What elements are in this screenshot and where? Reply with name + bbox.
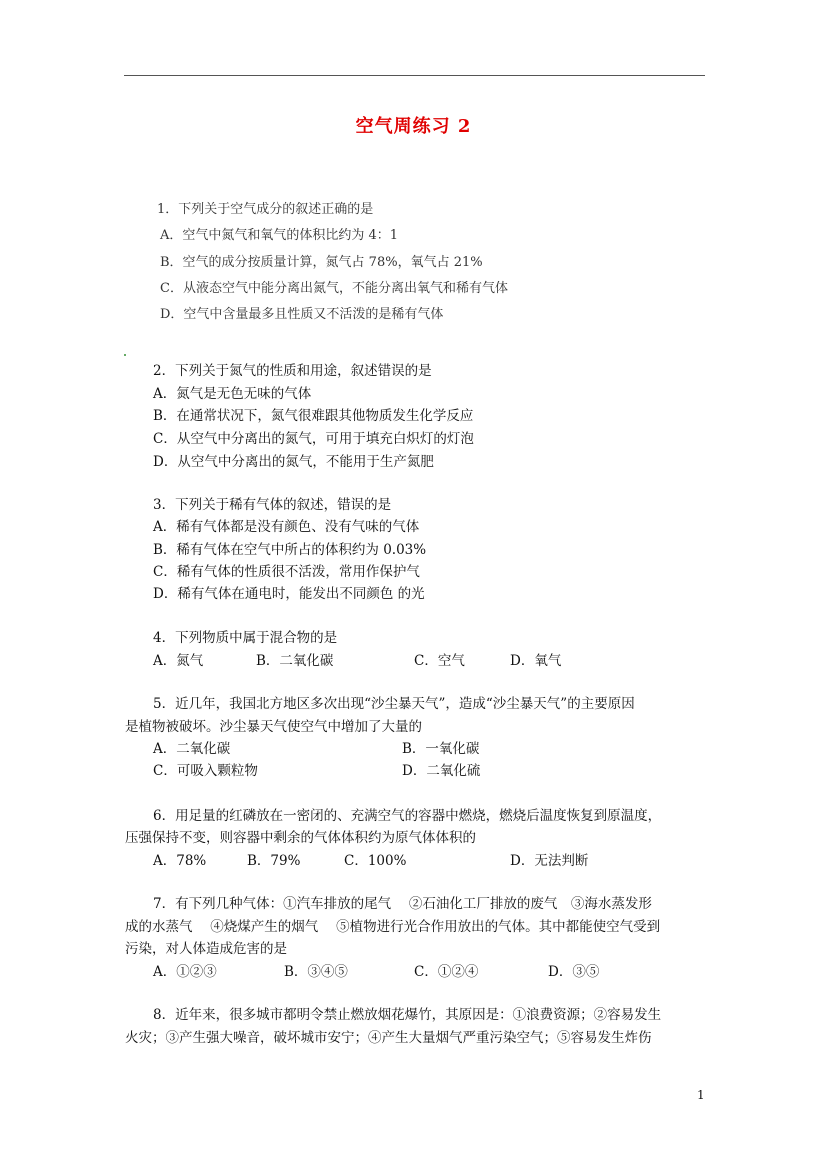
q7-stem-line2: 成的水蒸气 ④烧煤产生的烟气 ⑤植物进行光合作用放出的气体。其中都能使空气受到 bbox=[125, 919, 661, 935]
q7-option-a: A．①②③ bbox=[153, 964, 217, 980]
q7-option-c: C．①②④ bbox=[414, 964, 479, 980]
page-title: 空气周练习 2 bbox=[355, 116, 472, 137]
q4-option-d: D．氧气 bbox=[510, 653, 562, 669]
q5-option-a: A．二氧化碳 bbox=[153, 741, 231, 757]
q6-option-b: B．79% bbox=[247, 853, 301, 869]
q6-stem-line1: 6．用足量的红磷放在一密闭的、充满空气的容器中燃烧，燃烧后温度恢复到原温度， bbox=[153, 808, 662, 824]
page-number: 1 bbox=[697, 1088, 705, 1102]
q1-option-d: D．空气中含量最多且性质又不活泼的是稀有气体 bbox=[160, 307, 444, 322]
q1-option-a: A．空气中氮气和氧气的体积比约为 4：1 bbox=[160, 228, 399, 243]
q4-stem: 4．下列物质中属于混合物的是 bbox=[153, 630, 338, 646]
q3-option-d: D．稀有气体在通电时，能发出不同颜色 的光 bbox=[153, 586, 425, 602]
q7-option-d: D．③⑤ bbox=[548, 964, 600, 980]
q5-option-d: D．二氧化硫 bbox=[402, 763, 481, 779]
stray-dot bbox=[124, 354, 126, 356]
q4-option-c: C．空气 bbox=[414, 653, 465, 669]
q2-stem: 2．下列关于氮气的性质和用途，叙述错误的是 bbox=[153, 363, 432, 379]
q5-option-c: C．可吸入颗粒物 bbox=[153, 763, 258, 779]
q1-stem: 1．下列关于空气成分的叙述正确的是 bbox=[157, 202, 374, 217]
q3-stem: 3．下列关于稀有气体的叙述，错误的是 bbox=[153, 497, 392, 513]
q3-option-c: C．稀有气体的性质很不活泼，常用作保护气 bbox=[153, 564, 420, 580]
q1-option-c: C．从液态空气中能分离出氮气，不能分离出氧气和稀有气体 bbox=[160, 281, 508, 296]
q4-option-b: B．二氧化碳 bbox=[256, 653, 334, 669]
q2-option-d: D．从空气中分离出的氮气，不能用于生产氮肥 bbox=[153, 454, 434, 470]
q4-option-a: A．氮气 bbox=[153, 653, 204, 669]
q6-option-d: D．无法判断 bbox=[510, 853, 589, 869]
q8-stem-line1: 8．近年来，很多城市都明令禁止燃放烟花爆竹，其原因是：①浪费资源；②容易发生 bbox=[153, 1007, 662, 1023]
q8-stem-line2: 火灾；③产生强大噪音，破坏城市安宁；④产生大量烟气严重污染空气；⑤容易发生炸伤 bbox=[125, 1030, 652, 1046]
header-rule bbox=[124, 75, 705, 76]
q2-option-c: C．从空气中分离出的氮气，可用于填充白炽灯的灯泡 bbox=[153, 431, 474, 447]
q7-stem-line1: 7．有下列几种气体：①汽车排放的尾气 ②石油化工厂排放的废气 ③海水蒸发形 bbox=[153, 896, 652, 912]
q5-stem-line1: 5．近几年，我国北方地区多次出现“沙尘暴天气”，造成“沙尘暴天气”的主要原因 bbox=[153, 696, 635, 712]
q6-stem-line2: 压强保持不变，则容器中剩余的气体体积约为原气体体积的 bbox=[125, 830, 476, 846]
q3-option-b: B．稀有气体在空气中所占的体积约为 0.03% bbox=[153, 542, 427, 558]
q5-option-b: B．一氧化碳 bbox=[402, 741, 480, 757]
q1-option-b: B．空气的成分按质量计算，氮气占 78%，氧气占 21% bbox=[160, 255, 483, 270]
q7-option-b: B．③④⑤ bbox=[284, 964, 348, 980]
q2-option-a: A．氮气是无色无味的气体 bbox=[153, 386, 312, 402]
q5-stem-line2: 是植物被破坏。沙尘暴天气使空气中增加了大量的 bbox=[125, 719, 422, 735]
q3-option-a: A．稀有气体都是没有颜色、没有气味的气体 bbox=[153, 519, 420, 535]
q7-stem-line3: 污染，对人体造成危害的是 bbox=[125, 941, 287, 957]
q6-option-a: A．78% bbox=[153, 853, 207, 869]
q6-option-c: C．100% bbox=[344, 853, 407, 869]
q2-option-b: B．在通常状况下，氮气很难跟其他物质发生化学反应 bbox=[153, 408, 474, 424]
